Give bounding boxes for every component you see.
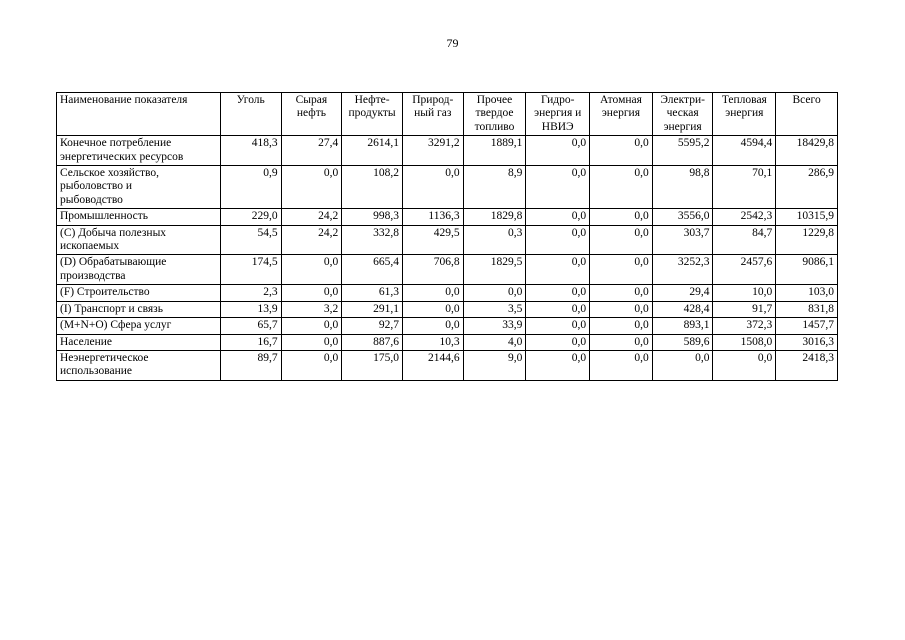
column-header-line: Наименование показателя: [60, 94, 188, 106]
table-cell-value: 1136,3: [402, 209, 463, 225]
table-cell-value: 3016,3: [776, 334, 838, 350]
table-cell-value: 2418,3: [776, 350, 838, 380]
table-cell-value: 13,9: [220, 301, 281, 317]
table-cell-value: 1457,7: [776, 318, 838, 334]
column-header: [220, 93, 281, 136]
page-number: 79: [446, 36, 459, 50]
table-cell-value: 0,0: [590, 225, 653, 255]
column-header-line: продукты: [348, 107, 396, 120]
row-label-line: (D) Обрабатывающие: [60, 256, 167, 269]
row-label: [57, 209, 221, 225]
table-cell-value: 831,8: [776, 301, 838, 317]
column-header: [526, 93, 590, 136]
table-cell-value: 10,0: [713, 285, 776, 301]
table-cell-value: 0,0: [590, 255, 653, 285]
row-label-line: Конечное потребление: [60, 137, 172, 150]
column-header: [57, 93, 221, 136]
table-cell-value: 0,0: [526, 285, 590, 301]
row-label-line: рыболовство и: [60, 180, 133, 193]
table-cell-value: 84,7: [713, 225, 776, 255]
table-cell-value: 92,7: [342, 318, 403, 334]
table-cell-value: 0,0: [402, 285, 463, 301]
column-header: [463, 93, 526, 136]
table-cell-value: 0,0: [281, 318, 342, 334]
table-cell-value: 0,0: [281, 166, 342, 209]
table-cell-value: 428,4: [652, 301, 713, 317]
row-label-line: энергетических ресурсов: [60, 150, 184, 163]
row-label-line: (I) Транспорт и связь: [60, 302, 163, 315]
table-cell-value: 0,0: [402, 166, 463, 209]
row-label-line: (C) Добыча полезных: [60, 226, 167, 239]
column-header-line: НВИЭ: [541, 120, 574, 133]
table-cell-value: 1508,0: [713, 334, 776, 350]
table-cell-value: 5595,2: [652, 136, 713, 166]
column-header-line: топливо: [474, 120, 515, 133]
column-header-line: Электри-: [660, 94, 705, 106]
table-cell-value: 3291,2: [402, 136, 463, 166]
table-cell-value: 27,4: [281, 136, 342, 166]
table-cell-value: 175,0: [342, 350, 403, 380]
table-cell-value: 0,0: [402, 318, 463, 334]
table-cell-value: 1889,1: [463, 136, 526, 166]
table-body: [57, 136, 838, 381]
table-cell-value: 0,0: [590, 334, 653, 350]
table-cell-value: 3,5: [463, 301, 526, 317]
row-label-line: использование: [60, 365, 133, 378]
table-cell-value: 0,0: [281, 350, 342, 380]
table-cell-value: 0,0: [590, 301, 653, 317]
table-cell-value: 1829,5: [463, 255, 526, 285]
table-cell-value: 332,8: [342, 225, 403, 255]
table-row: [57, 301, 838, 317]
table-row: [57, 350, 838, 380]
table-cell-value: 0,0: [590, 136, 653, 166]
table-cell-value: 0,3: [463, 225, 526, 255]
table-cell-value: 0,0: [526, 350, 590, 380]
row-label-line: Сельское хозяйство,: [60, 167, 160, 180]
row-label-line: Промышленность: [60, 210, 149, 223]
column-header-line: Прочее: [476, 94, 513, 106]
column-header-line: Сырая: [295, 94, 328, 106]
column-header: [402, 93, 463, 136]
row-label: [57, 285, 221, 301]
table-cell-value: 291,1: [342, 301, 403, 317]
row-label: [57, 225, 221, 255]
table-cell-value: 8,9: [463, 166, 526, 209]
table-cell-value: 16,7: [220, 334, 281, 350]
table-cell-value: 229,0: [220, 209, 281, 225]
table-cell-value: 665,4: [342, 255, 403, 285]
column-header: [590, 93, 653, 136]
table-cell-value: 0,0: [526, 255, 590, 285]
row-label: [57, 301, 221, 317]
table-cell-value: 0,0: [526, 318, 590, 334]
table-row: [57, 318, 838, 334]
column-header-line: Тепловая: [721, 94, 767, 106]
column-header: [281, 93, 342, 136]
table-cell-value: 89,7: [220, 350, 281, 380]
energy-balance-table: [56, 92, 838, 381]
table-cell-value: 98,8: [652, 166, 713, 209]
table-cell-value: 0,0: [652, 350, 713, 380]
table-row: [57, 255, 838, 285]
row-label-line: рыбоводство: [60, 193, 123, 206]
row-label: [57, 334, 221, 350]
table-cell-value: 893,1: [652, 318, 713, 334]
column-header: [776, 93, 838, 136]
table-cell-value: 1229,8: [776, 225, 838, 255]
table-cell-value: 0,0: [281, 285, 342, 301]
column-header-line: энергия и: [534, 107, 582, 120]
table-cell-value: 0,9: [220, 166, 281, 209]
table-row: [57, 285, 838, 301]
table-cell-value: 0,0: [590, 318, 653, 334]
table-cell-value: 2457,6: [713, 255, 776, 285]
table-cell-value: 0,0: [590, 209, 653, 225]
table-cell-value: 10,3: [402, 334, 463, 350]
column-header: [342, 93, 403, 136]
row-label-line: Население: [60, 335, 113, 348]
table-cell-value: 0,0: [526, 225, 590, 255]
table-row: [57, 136, 838, 166]
table-cell-value: 589,6: [652, 334, 713, 350]
table-cell-value: 2144,6: [402, 350, 463, 380]
table-cell-value: 9086,1: [776, 255, 838, 285]
table-cell-value: 70,1: [713, 166, 776, 209]
row-label-line: ископаемых: [60, 240, 120, 253]
table-cell-value: 65,7: [220, 318, 281, 334]
table-cell-value: 0,0: [281, 255, 342, 285]
table-cell-value: 54,5: [220, 225, 281, 255]
row-label: [57, 350, 221, 380]
table-cell-value: 0,0: [713, 350, 776, 380]
row-label-line: производства: [60, 269, 126, 282]
column-header-line: Всего: [792, 94, 821, 106]
row-label: [57, 136, 221, 166]
table-cell-value: 91,7: [713, 301, 776, 317]
column-header-line: ческая: [666, 107, 699, 120]
table-cell-value: 0,0: [590, 350, 653, 380]
column-header-line: энергия: [601, 107, 640, 120]
table-cell-value: 24,2: [281, 209, 342, 225]
table-cell-value: 0,0: [590, 166, 653, 209]
table-cell-value: 0,0: [526, 301, 590, 317]
column-header: [652, 93, 713, 136]
table-cell-value: 3,2: [281, 301, 342, 317]
table-cell-value: 61,3: [342, 285, 403, 301]
column-header-line: Гидро-: [540, 94, 575, 106]
table-cell-value: 0,0: [526, 166, 590, 209]
table-cell-value: 24,2: [281, 225, 342, 255]
table-cell-value: 103,0: [776, 285, 838, 301]
row-label: [57, 318, 221, 334]
table-cell-value: 9,0: [463, 350, 526, 380]
table-cell-value: 429,5: [402, 225, 463, 255]
column-header: [713, 93, 776, 136]
table-cell-value: 0,0: [526, 136, 590, 166]
table-cell-value: 0,0: [402, 301, 463, 317]
table-cell-value: 4594,4: [713, 136, 776, 166]
table-cell-value: 372,3: [713, 318, 776, 334]
table-cell-value: 4,0: [463, 334, 526, 350]
table-cell-value: 3252,3: [652, 255, 713, 285]
table-cell-value: 303,7: [652, 225, 713, 255]
table-cell-value: 174,5: [220, 255, 281, 285]
table-row: [57, 166, 838, 209]
table-cell-value: 2542,3: [713, 209, 776, 225]
table-cell-value: 0,0: [281, 334, 342, 350]
table-cell-value: 10315,9: [776, 209, 838, 225]
table-cell-value: 998,3: [342, 209, 403, 225]
table-cell-value: 2,3: [220, 285, 281, 301]
table-cell-value: 33,9: [463, 318, 526, 334]
table-cell-value: 0,0: [463, 285, 526, 301]
table-cell-value: 887,6: [342, 334, 403, 350]
column-header-line: Нефте-: [354, 94, 390, 106]
table-row: [57, 334, 838, 350]
table-cell-value: 3556,0: [652, 209, 713, 225]
table-row: [57, 225, 838, 255]
column-header-line: Атомная: [599, 94, 642, 106]
column-header-line: Природ-: [412, 94, 454, 106]
table-cell-value: 18429,8: [776, 136, 838, 166]
column-header-line: энергия: [663, 120, 702, 133]
table-cell-value: 29,4: [652, 285, 713, 301]
table-cell-value: 0,0: [526, 334, 590, 350]
row-label-line: (M+N+O) Сфера услуг: [60, 319, 172, 332]
column-header-line: нефть: [296, 107, 326, 120]
column-header-line: ный газ: [414, 107, 452, 120]
table-cell-value: 418,3: [220, 136, 281, 166]
table-cell-value: 108,2: [342, 166, 403, 209]
row-label-line: (F) Строительство: [60, 286, 150, 299]
table-cell-value: 1829,8: [463, 209, 526, 225]
table-cell-value: 286,9: [776, 166, 838, 209]
column-header-line: Уголь: [236, 94, 265, 106]
table-cell-value: 0,0: [590, 285, 653, 301]
row-label: [57, 166, 221, 209]
table-row: [57, 209, 838, 225]
table-cell-value: 2614,1: [342, 136, 403, 166]
table-cell-value: 0,0: [526, 209, 590, 225]
table-header-row: [57, 93, 838, 136]
row-label: [57, 255, 221, 285]
column-header-line: твердое: [475, 107, 514, 120]
column-header-line: энергия: [725, 107, 764, 120]
table-cell-value: 706,8: [402, 255, 463, 285]
row-label-line: Неэнергетическое: [60, 351, 149, 364]
